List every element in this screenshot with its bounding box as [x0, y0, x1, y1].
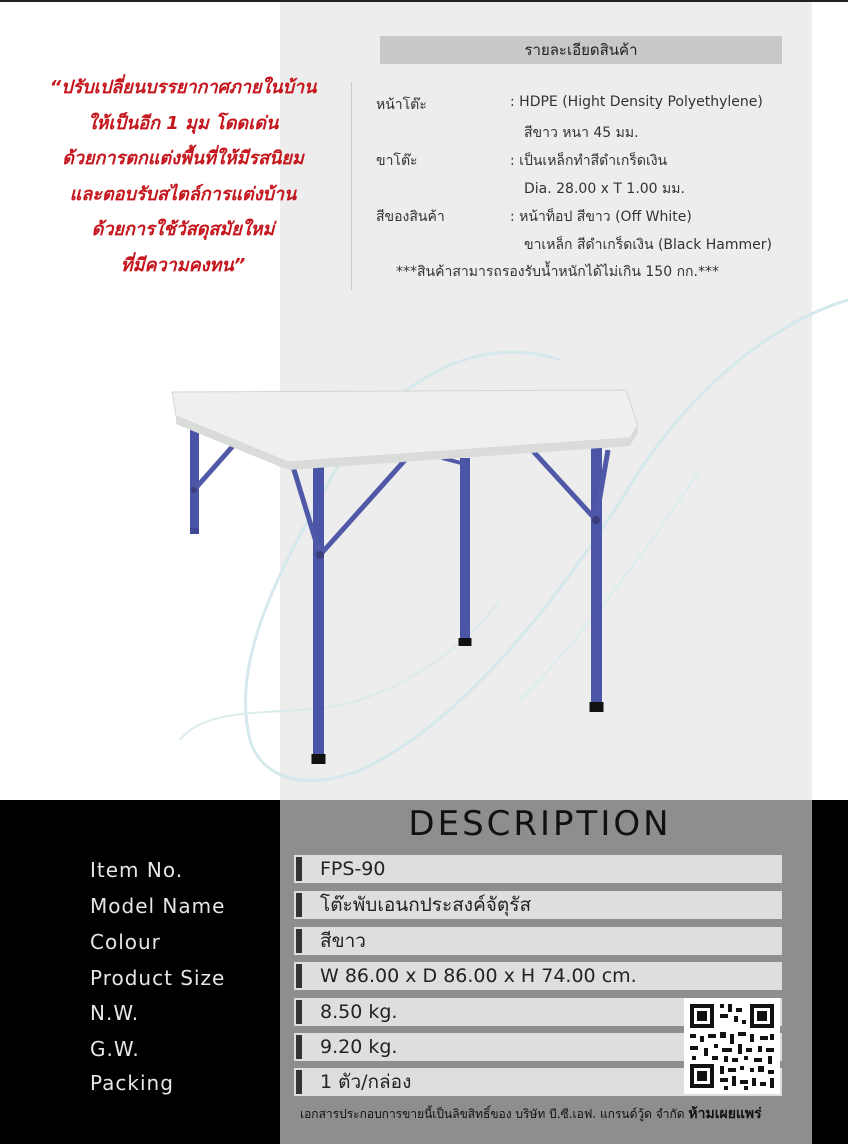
spec-header: รายละเอียดสินค้า — [380, 36, 782, 64]
label-nw: N.W. — [90, 1001, 140, 1025]
vertical-divider — [351, 82, 352, 290]
promo-quote: “ปรับเปลี่ยนบรรยากาศภายในบ้าน ให้เป็นอีก 1 มุม โดดเด่น ด้วยการตกแต่งพื้นที่ให้มีรสนิยม และตอบรับสไตล์การแต่งบ้าน ด้วยการใช้วัสดุสมัยใหม่ ที่มีความคงทน” — [49, 77, 317, 276]
row-marker — [296, 893, 302, 917]
description-title: DESCRIPTION — [408, 804, 672, 844]
value-box-product-size — [294, 962, 782, 990]
label-model-name: Model Name — [90, 894, 226, 918]
product-size-value: W 86.00 x D 86.00 x H 74.00 cm. — [320, 965, 637, 987]
packing-value: 1 ตัว/กล่อง — [320, 1071, 412, 1093]
label-item-no: Item No. — [90, 858, 184, 882]
folding-table-image — [160, 380, 650, 770]
spec-top-line2: สีขาว หนา 45 มม. — [524, 125, 639, 141]
weight-capacity-note: ***สินค้าสามารถรองรับน้ำหนักได้ไม่เกิน 150 กก.*** — [396, 264, 719, 280]
row-marker — [296, 929, 302, 953]
spec-leg-line1: : เป็นเหล็กทำสีดำเกร็ดเงิน — [510, 153, 668, 169]
nw-value: 8.50 kg. — [320, 1001, 398, 1023]
value-box-item-no — [294, 855, 782, 883]
no-distribution-warning: ห้ามเผยแพร่ — [688, 1106, 762, 1122]
gw-value: 9.20 kg. — [320, 1036, 398, 1058]
item-no-value: FPS-90 — [320, 858, 386, 880]
label-colour: Colour — [90, 930, 161, 954]
copyright-text: เอกสารประกอบการขายนี้เป็นลิขสิทธิ์ของ บริษัท บี.ซี.เอฟ. แกรนด์วู้ด จำกัด — [300, 1107, 685, 1121]
label-gw: G.W. — [90, 1037, 140, 1061]
row-marker — [296, 1000, 302, 1024]
spec-label-leg: ขาโต๊ะ — [376, 153, 418, 169]
spec-label-top: หน้าโต๊ะ — [376, 97, 427, 113]
table-top — [172, 390, 638, 470]
qr-code-icon — [684, 998, 780, 1094]
row-marker — [296, 1035, 302, 1059]
qr-code[interactable] — [684, 998, 780, 1094]
label-product-size: Product Size — [90, 966, 226, 990]
colour-value: สีขาว — [320, 930, 366, 952]
model-name-value: โต๊ะพับเอนกประสงค์จัตุรัส — [320, 894, 532, 916]
label-packing: Packing — [90, 1071, 174, 1095]
spec-color-line2: ขาเหล็ก สีดำเกร็ดเงิน (Black Hammer) — [524, 237, 772, 253]
value-box-colour — [294, 927, 782, 955]
value-box-model-name — [294, 891, 782, 919]
row-marker — [296, 1070, 302, 1094]
row-marker — [296, 964, 302, 988]
spec-label-color: สีของสินค้า — [376, 209, 445, 225]
table-legs — [188, 418, 608, 764]
spec-top-line1: : HDPE (Hight Density Polyethylene) — [510, 94, 763, 110]
spec-leg-line2: Dia. 28.00 x T 1.00 มม. — [524, 181, 685, 197]
row-marker — [296, 857, 302, 881]
copyright-note — [300, 1103, 762, 1125]
spec-color-line1: : หน้าท็อป สีขาว (Off White) — [510, 209, 692, 225]
